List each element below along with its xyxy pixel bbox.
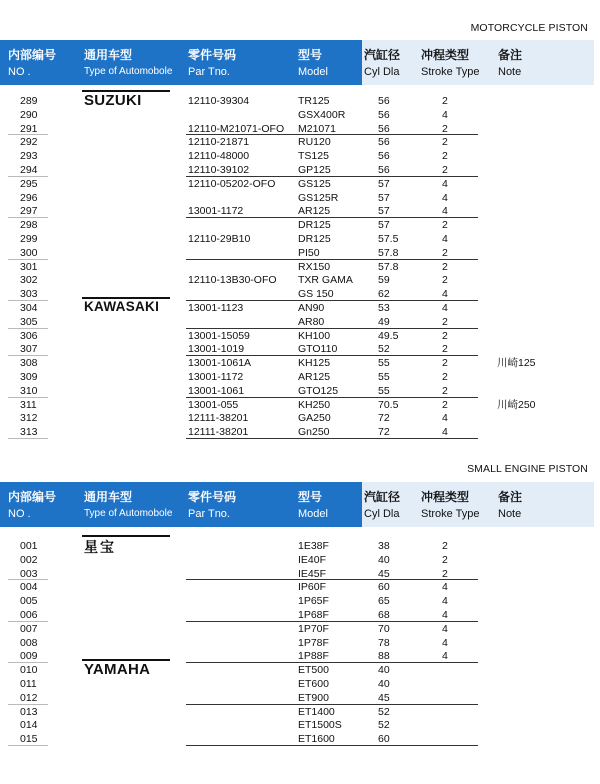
group-divider-left	[8, 438, 48, 439]
cell-cyl: 40	[378, 664, 390, 677]
cell-stroke: 2	[442, 567, 448, 580]
cell-model: AN90	[298, 302, 325, 314]
header-cyl-en: Cyl Dla	[364, 66, 400, 78]
group-divider-left	[8, 745, 48, 746]
cell-stroke: 2	[442, 136, 448, 149]
cell-no: 297	[20, 205, 38, 218]
cell-model: ET1600	[298, 733, 335, 746]
cell-no: 309	[20, 371, 38, 383]
cell-stroke: 2	[442, 246, 448, 259]
table-row	[0, 260, 600, 274]
brand-label: KAWASAKI	[84, 299, 160, 314]
cell-cyl: 72	[378, 426, 390, 439]
group-divider	[186, 176, 478, 177]
cell-stroke: 4	[442, 426, 448, 439]
cell-cyl: 65	[378, 595, 390, 608]
header-type-zh: 通用车型	[84, 490, 133, 504]
cell-stroke: 4	[442, 177, 448, 190]
cell-model: 1P78F	[298, 636, 329, 649]
cell-model: ET900	[298, 691, 329, 704]
cell-cyl: 70.5	[378, 398, 399, 411]
cell-model: Gn250	[298, 426, 330, 439]
group-divider-left	[8, 662, 48, 663]
table-row	[0, 370, 600, 384]
cell-cyl: 55	[378, 357, 390, 370]
cell-model: KH100	[298, 329, 331, 342]
cell-part: 12111-38201	[188, 412, 249, 425]
table-row	[0, 677, 600, 691]
header-model-zh: 型号	[298, 48, 323, 62]
cell-no: 015	[20, 733, 38, 746]
group-divider	[186, 217, 478, 218]
header-part-en: Par Tno.	[188, 508, 230, 520]
cell-cyl: 62	[378, 288, 390, 301]
cell-model: ET1500S	[298, 719, 342, 732]
cell-model: IP60F	[298, 581, 327, 594]
cell-part: 13001-15059	[188, 329, 250, 342]
cell-stroke: 4	[442, 302, 448, 314]
header-cyl-zh: 汽缸径	[364, 490, 401, 504]
cell-model: GS125	[298, 177, 331, 190]
header-stroke-en: Stroke Type	[421, 508, 480, 520]
cell-no: 014	[20, 719, 38, 732]
cell-cyl: 57.5	[378, 233, 399, 245]
cell-cyl: 40	[378, 553, 390, 566]
cell-stroke: 4	[442, 288, 448, 301]
cell-no: 011	[20, 678, 37, 690]
cell-cyl: 59	[378, 274, 390, 287]
cell-model: AR125	[298, 205, 331, 218]
cell-no: 311	[20, 398, 37, 411]
cell-cyl: 56	[378, 95, 390, 107]
brand-label: 星宝	[84, 539, 116, 555]
table-row	[0, 177, 600, 191]
cell-stroke: 2	[442, 315, 448, 328]
header-note-zh: 备注	[498, 490, 523, 504]
cell-model: 1P70F	[298, 622, 329, 635]
cell-no: 005	[20, 595, 38, 608]
group-divider-left	[8, 355, 48, 356]
cell-cyl: 57	[378, 177, 390, 190]
header-no-en: NO .	[8, 508, 31, 520]
cell-no: 002	[20, 553, 38, 566]
cell-no: 302	[20, 274, 38, 287]
cell-stroke: 2	[442, 343, 448, 356]
cell-no: 004	[20, 581, 38, 594]
group-divider	[186, 704, 478, 705]
table-row	[0, 411, 600, 425]
table-header	[0, 40, 594, 85]
table-row	[0, 149, 600, 163]
header-no-en: NO .	[8, 66, 31, 78]
cell-cyl: 57	[378, 219, 390, 232]
cell-no: 306	[20, 329, 38, 342]
cell-no: 308	[20, 357, 38, 370]
cell-cyl: 52	[378, 343, 390, 356]
cell-cyl: 55	[378, 384, 390, 397]
group-divider	[186, 438, 478, 439]
cell-part: 12110-29B10	[188, 233, 251, 245]
section-title: SMALL ENGINE PISTON	[467, 463, 588, 475]
cell-cyl: 53	[378, 302, 390, 314]
cell-cyl: 52	[378, 719, 390, 732]
group-divider	[186, 134, 478, 135]
cell-part: 13001-055	[188, 398, 239, 411]
cell-no: 006	[20, 609, 38, 621]
header-no-zh: 内部编号	[8, 490, 57, 504]
cell-part: 12110-48000	[188, 150, 250, 163]
header-note-en: Note	[498, 66, 522, 78]
cell-cyl: 78	[378, 636, 390, 649]
group-divider-left	[8, 134, 48, 135]
cell-model: GA250	[298, 412, 331, 425]
header-model-en: Model	[298, 66, 328, 78]
cell-cyl: 57	[378, 191, 390, 204]
cell-stroke: 2	[442, 164, 448, 176]
cell-no: 298	[20, 219, 38, 232]
cell-model: GTO125	[298, 384, 339, 397]
cell-cyl: 56	[378, 150, 390, 163]
cell-model: PI50	[298, 246, 320, 259]
cell-no: 294	[20, 164, 38, 176]
cell-cyl: 56	[378, 122, 390, 135]
cell-no: 008	[20, 636, 38, 649]
header-cyl-zh: 汽缸径	[364, 48, 401, 62]
header-note-zh: 备注	[498, 48, 523, 62]
group-divider-left	[8, 704, 48, 705]
cell-model: TR125	[298, 95, 330, 107]
cell-stroke: 2	[442, 122, 448, 135]
group-divider-left	[8, 579, 48, 580]
cell-model: DR125	[298, 219, 331, 232]
cell-no: 305	[20, 315, 38, 328]
cell-no: 312	[20, 412, 38, 425]
cell-cyl: 60	[378, 733, 390, 746]
cell-no: 313	[20, 426, 38, 439]
group-divider-left	[8, 621, 48, 622]
cell-stroke: 4	[442, 650, 448, 663]
table-row	[0, 356, 600, 370]
table-row	[0, 705, 600, 719]
cell-model: KH250	[298, 398, 331, 411]
brand-label: YAMAHA	[84, 661, 151, 679]
cell-part: 12110-13B30-OFO	[188, 274, 277, 287]
cell-part: 12110-39304	[188, 95, 250, 107]
group-divider-left	[8, 176, 48, 177]
table-row	[0, 218, 600, 232]
cell-part: 12110-M21071-OFO	[188, 122, 285, 135]
cell-no: 001	[20, 540, 38, 552]
cell-stroke: 2	[442, 398, 448, 411]
table-row	[0, 398, 600, 412]
group-divider-left	[8, 217, 48, 218]
cell-stroke: 2	[442, 274, 448, 287]
cell-cyl: 68	[378, 609, 390, 621]
brand-label: SUZUKI	[84, 92, 142, 109]
header-part-en: Par Tno.	[188, 66, 230, 78]
cell-model: GP125	[298, 164, 331, 176]
cell-model: IE40F	[298, 553, 327, 566]
cell-cyl: 88	[378, 650, 390, 663]
cell-stroke: 4	[442, 233, 448, 245]
cell-cyl: 57	[378, 205, 390, 218]
cell-cyl: 40	[378, 678, 390, 690]
header-stroke-zh: 冲程类型	[421, 48, 470, 62]
cell-stroke: 2	[442, 357, 448, 370]
cell-model: GS125R	[298, 191, 339, 204]
cell-no: 010	[20, 664, 38, 677]
group-divider-left	[8, 397, 48, 398]
cell-no: 290	[20, 108, 38, 121]
cell-stroke: 2	[442, 95, 448, 107]
table-row	[0, 273, 600, 287]
cell-stroke: 4	[442, 108, 448, 121]
cell-part: 13001-1061A	[188, 357, 252, 370]
cell-cyl: 56	[378, 108, 390, 121]
cell-cyl: 60	[378, 581, 390, 594]
cell-model: TS125	[298, 150, 329, 163]
group-divider-left	[8, 300, 48, 301]
cell-no: 296	[20, 191, 38, 204]
group-divider	[186, 621, 478, 622]
cell-stroke: 2	[442, 553, 448, 566]
header-part-zh: 零件号码	[188, 490, 237, 504]
group-divider	[186, 397, 478, 398]
cell-cyl: 57.8	[378, 260, 399, 273]
cell-model: DR125	[298, 233, 331, 245]
cell-part: 12110-05202-OFO	[188, 177, 276, 190]
group-divider	[186, 328, 478, 329]
cell-part: 12110-21871	[188, 136, 250, 149]
header-type-zh: 通用车型	[84, 48, 133, 62]
cell-cyl: 72	[378, 412, 390, 425]
cell-stroke: 2	[442, 329, 448, 342]
header-part-zh: 零件号码	[188, 48, 237, 62]
cell-no: 310	[20, 384, 38, 397]
cell-part: 12110-39102	[188, 164, 250, 176]
table-row	[0, 191, 600, 205]
cell-model: IE45F	[298, 567, 327, 580]
cell-cyl: 45	[378, 691, 390, 704]
cell-model: M21071	[298, 122, 336, 135]
cell-cyl: 38	[378, 540, 390, 552]
table-row	[0, 135, 600, 149]
cell-part: 12111-38201	[188, 426, 249, 439]
cell-no: 304	[20, 302, 38, 314]
cell-part: 13001-1123	[188, 302, 244, 314]
cell-model: RX150	[298, 260, 331, 273]
cell-cyl: 56	[378, 164, 390, 176]
cell-no: 009	[20, 650, 38, 663]
cell-no: 307	[20, 343, 38, 356]
table-row	[0, 636, 600, 650]
cell-no: 299	[20, 233, 38, 245]
group-divider	[186, 745, 478, 746]
cell-no: 292	[20, 136, 38, 149]
cell-stroke: 2	[442, 384, 448, 397]
cell-note: 川崎250	[497, 398, 536, 411]
cell-model: RU120	[298, 136, 331, 149]
cell-cyl: 70	[378, 622, 390, 635]
cell-part: 13001-1172	[188, 371, 244, 383]
cell-model: GSX400R	[298, 108, 346, 121]
header-note-en: Note	[498, 508, 522, 520]
cell-stroke: 4	[442, 191, 448, 204]
group-divider-left	[8, 259, 48, 260]
cell-stroke: 2	[442, 150, 448, 163]
cell-stroke: 4	[442, 412, 448, 425]
table-row	[0, 232, 600, 246]
header-cyl-en: Cyl Dla	[364, 508, 400, 520]
cell-cyl: 55	[378, 371, 390, 383]
table-header	[0, 482, 594, 527]
group-divider	[186, 662, 478, 663]
cell-model: GS 150	[298, 288, 334, 301]
header-no-zh: 内部编号	[8, 48, 57, 62]
cell-no: 003	[20, 567, 38, 580]
cell-model: 1E38F	[298, 540, 329, 552]
cell-stroke: 2	[442, 260, 448, 273]
cell-no: 013	[20, 705, 38, 718]
cell-no: 295	[20, 177, 38, 190]
cell-note: 川崎125	[497, 357, 536, 370]
header-model-zh: 型号	[298, 490, 323, 504]
cell-model: 1P65F	[298, 595, 329, 608]
cell-no: 291	[20, 122, 38, 135]
cell-model: TXR GAMA	[298, 274, 353, 287]
cell-stroke: 4	[442, 595, 448, 608]
group-divider-left	[8, 328, 48, 329]
cell-stroke: 4	[442, 636, 448, 649]
table-row	[0, 580, 600, 594]
group-divider	[186, 355, 478, 356]
cell-stroke: 4	[442, 205, 448, 218]
cell-model: ET600	[298, 678, 329, 690]
table-row	[0, 718, 600, 732]
cell-stroke: 2	[442, 540, 448, 552]
cell-no: 293	[20, 150, 38, 163]
cell-cyl: 45	[378, 567, 390, 580]
header-stroke-en: Stroke Type	[421, 66, 480, 78]
cell-no: 012	[20, 691, 38, 704]
cell-no: 303	[20, 288, 38, 301]
cell-model: ET500	[298, 664, 329, 677]
cell-part: 13001-1061	[188, 384, 245, 397]
table-row	[0, 622, 600, 636]
cell-stroke: 2	[442, 371, 448, 383]
table-row	[0, 594, 600, 608]
cell-model: ET1400	[298, 705, 335, 718]
header-model-en: Model	[298, 508, 328, 520]
header-type-en: Type of Automobole	[84, 508, 173, 519]
cell-model: GTO110	[298, 343, 338, 356]
cell-stroke: 2	[442, 219, 448, 232]
cell-part: 13001-1019	[188, 343, 245, 356]
cell-model: 1P68F	[298, 609, 329, 621]
cell-model: AR80	[298, 315, 325, 328]
group-divider	[186, 259, 478, 260]
cell-no: 301	[20, 260, 38, 273]
cell-model: 1P88F	[298, 650, 329, 663]
cell-model: KH125	[298, 357, 331, 370]
cell-cyl: 49	[378, 315, 390, 328]
header-type-en: Type of Automobole	[84, 66, 173, 77]
cell-model: AR125	[298, 371, 331, 383]
group-divider	[186, 579, 478, 580]
cell-stroke: 4	[442, 622, 448, 635]
table-row	[0, 108, 600, 122]
cell-cyl: 56	[378, 136, 390, 149]
cell-stroke: 4	[442, 609, 448, 621]
cell-cyl: 49.5	[378, 329, 399, 342]
cell-no: 007	[20, 622, 38, 635]
group-divider	[186, 300, 478, 301]
section-title: MOTORCYCLE PISTON	[470, 22, 588, 34]
cell-no: 300	[20, 246, 38, 259]
cell-no: 289	[20, 95, 38, 107]
cell-stroke: 4	[442, 581, 448, 594]
header-stroke-zh: 冲程类型	[421, 490, 470, 504]
cell-cyl: 57.8	[378, 246, 399, 259]
table-row	[0, 329, 600, 343]
cell-cyl: 52	[378, 705, 390, 718]
cell-part: 13001-1172	[188, 205, 244, 218]
